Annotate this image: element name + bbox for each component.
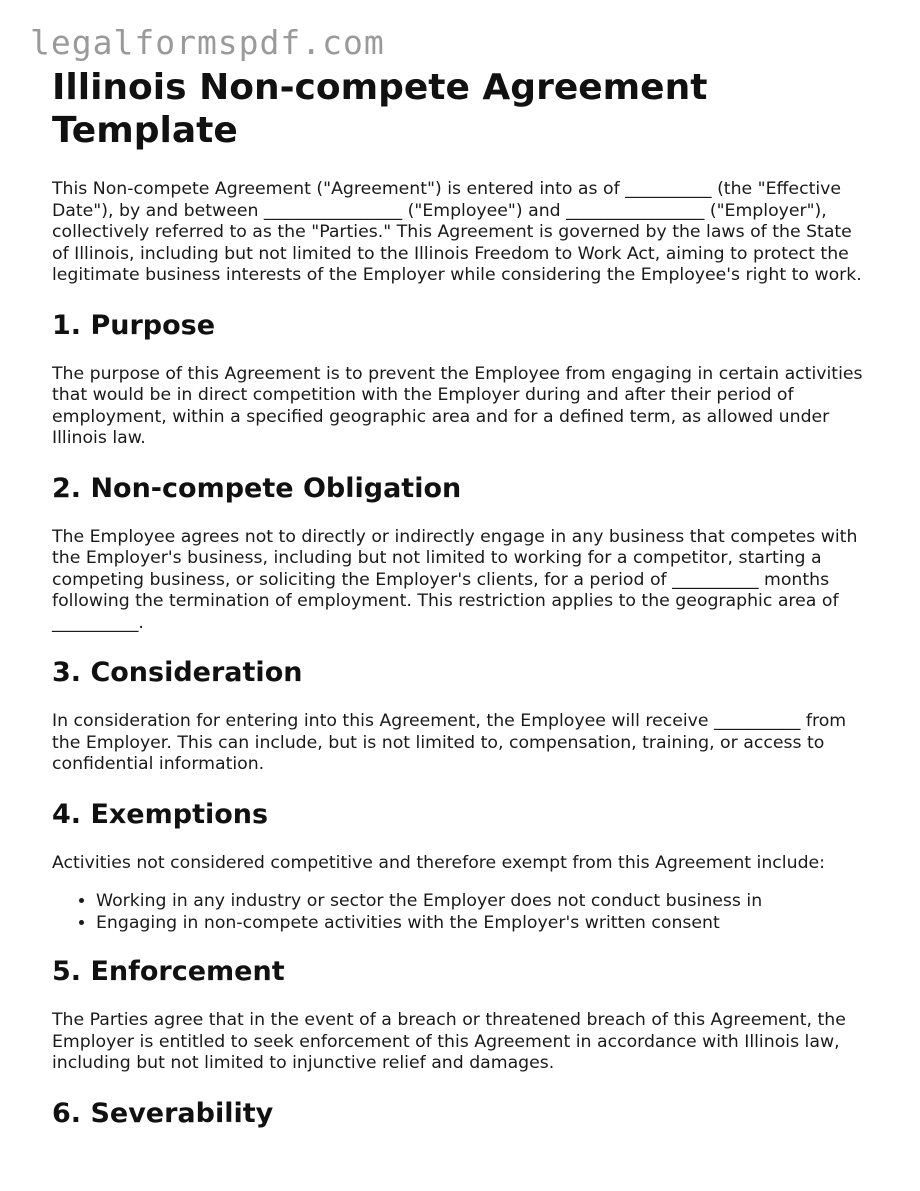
list-item: • Working in any industry or sector the Employer does not conduct business in — [96, 890, 872, 912]
watermark: legalformspdf.com — [30, 23, 385, 62]
section-body-purpose: The purpose of this Agreement is to prevent the Employee from engaging in certain activities that would be in direct competition with the Employer during and after their period of employment, within a specified geographic area and for a defined term, as allowed under Illinois law. — [52, 363, 863, 448]
section-heading-severability: 6. Severability — [52, 1097, 274, 1129]
section-body-exemptions: Activities not considered competitive and therefore exempt from this Agreement include: — [52, 852, 825, 873]
section-heading-purpose: 1. Purpose — [52, 309, 216, 341]
section-heading-exemptions: 4. Exemptions — [52, 798, 269, 830]
document-title: Illinois Non-compete Agreement Template — [52, 67, 708, 151]
section-body-non-compete-obligation: The Employee agrees not to directly or indirectly engage in any business that competes with the Employer's business, including but not limited to working for a competitor, starting a competing business, or soliciting the Employer's clients, for a period of __________ months following the termination of employment. This restriction applies to the geographic area of __________. — [52, 526, 858, 633]
section-body-consideration: In consideration for entering into this Agreement, the Employee will receive __________ from the Employer. This can include, but is not limited to, compensation, training, or access to confidential information. — [52, 711, 847, 774]
section-heading-non-compete-obligation: 2. Non-compete Obligation — [52, 472, 462, 504]
section-heading-enforcement: 5. Enforcement — [52, 956, 285, 987]
document — [52, 66, 872, 1130]
section-body-enforcement: The Parties agree that in the event of a breach or threatened breach of this Agreement, the Employer is entitled to seek enforcement of this Agreement in accordance with Illinois law, including but not limited to injunctive relief and damages. — [52, 1010, 846, 1073]
exemptions-list — [52, 890, 872, 934]
list-item: • Engaging in non-compete activities with the Employer's written consent — [96, 912, 872, 934]
intro-paragraph: This Non-compete Agreement ("Agreement") is entered into as of __________ (the "Effective Date"), by and between ________________ ("Employee") and ________________ ("Employer"), collectively referred to as the "Parties." This Agreement is governed by the laws of the State of Illinois, including but not limited to the Illinois Freedom to Work Act, aiming to protect the legitimate business interests of the Employer while considering the Employee's right to work. — [52, 179, 862, 285]
section-heading-consideration: 3. Consideration — [52, 657, 303, 688]
